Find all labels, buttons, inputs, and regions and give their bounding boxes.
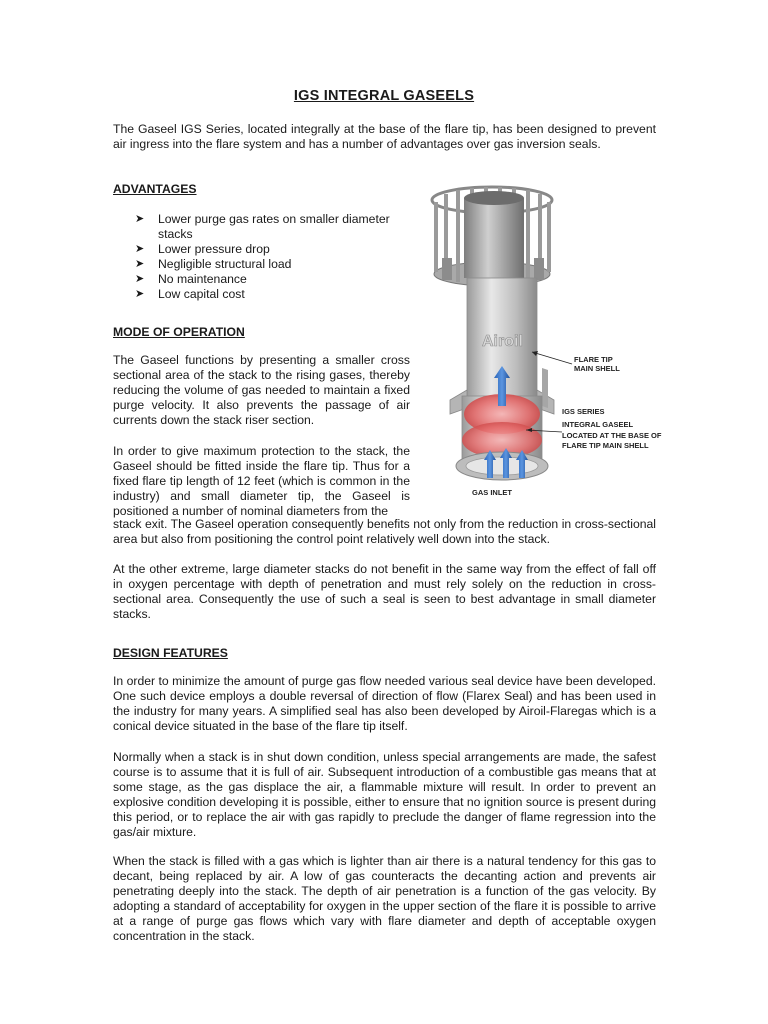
arrow-bullet-icon: ➤ <box>135 258 145 270</box>
operation-paragraph-3: At the other extreme, large diameter stacks do not benefit in the same way from the effect of fall off in oxygen percentage with depth of penetration and must rely solely on the reduction in cross-sectional area. Consequently the use of such a seal is seen to best advantage in small diameter stacks. <box>113 562 656 621</box>
arrow-bullet-icon: ➤ <box>135 243 145 255</box>
operation-paragraph-2-full: stack exit. The Gaseel operation consequently benefits not only from the reduction in cross-sectional area but also from positioning the control point relatively well down into the stack. <box>113 517 656 546</box>
label-located-at-base: LOCATED AT THE BASE OF <box>562 431 662 440</box>
list-item <box>113 257 410 272</box>
operation-paragraph-2-wrapped: In order to give maximum protection to the stack, the Gaseel should be fitted inside the flare tip. Thus for a fixed flare tip length of 12 feet (which is common in the industry) and small diameter tip, the Gaseel is positioned a number of nominal diameters from the <box>113 444 410 518</box>
page-title: IGS INTEGRAL GASEELS <box>293 88 475 104</box>
list-item-text: Lower pressure drop <box>158 242 270 256</box>
list-item-text: Negligible structural load <box>158 257 292 271</box>
list-item-text: No maintenance <box>158 272 247 286</box>
brand-logo-text: Airoil <box>482 333 523 350</box>
advantages-list <box>113 212 410 302</box>
list-item <box>113 212 410 242</box>
list-item-text: Low capital cost <box>158 287 245 301</box>
list-item <box>113 272 410 287</box>
design-paragraph-2: Normally when a stack is in shut down condition, unless special arrangements are made, the safest course is to assume that it is full of air. Subsequent introduction of a combustible gas means that at some stage, as the gas displace the air, a flammable mixture will result. In order to prevent an explosive condition developing it is possible, either to ensure that no ignition source is present during this period, or to replace the air with gas rapidly to preclude the danger of flame regression into the gas/air mixture. <box>113 750 656 839</box>
arrow-bullet-icon: ➤ <box>135 213 145 225</box>
list-item <box>113 287 410 302</box>
label-main-shell: MAIN SHELL <box>574 364 620 373</box>
design-features-heading: DESIGN FEATURES <box>113 646 228 660</box>
advantages-heading: ADVANTAGES <box>113 182 197 196</box>
arrow-bullet-icon: ➤ <box>135 288 145 300</box>
arrow-bullet-icon: ➤ <box>135 273 145 285</box>
label-igs-series: IGS SERIES <box>562 407 605 416</box>
list-item-text: Lower purge gas rates on smaller diameter stacks <box>158 212 390 241</box>
mode-of-operation-heading: MODE OF OPERATION <box>113 325 245 339</box>
list-item <box>113 242 410 257</box>
label-flare-tip-main-shell: FLARE TIP MAIN SHELL <box>562 441 649 450</box>
flare-tip-figure <box>422 178 666 508</box>
intro-paragraph: The Gaseel IGS Series, located integrally at the base of the flare tip, has been designed to prevent air ingress into the flare system and has a number of advantages over gas inversion seals. <box>113 122 656 151</box>
operation-paragraph-1: The Gaseel functions by presenting a smaller cross sectional area of the stack to the rising gases, thereby reducing the volume of gas needed to maintain a fixed purge velocity. It also prevents the passage of air currents down the stack riser section. <box>113 353 410 427</box>
label-gas-inlet: GAS INLET <box>472 488 513 497</box>
label-integral-gaseel: INTEGRAL GASEEL <box>562 420 634 429</box>
label-flare-tip: FLARE TIP <box>574 355 613 364</box>
design-paragraph-3: When the stack is filled with a gas which is lighter than air there is a natural tendency for this gas to decant, being replaced by air. A low of gas counteracts the decanting action and prevents air penetrating deeply into the stack. The depth of air penetration is a function of the gas velocity. By adopting a standard of acceptability for oxygen in the upper section of the flare it is possible to arrive at a range of purge gas flows which vary with flare diameter and depth of acceptable oxygen concentration in the stack. <box>113 854 656 943</box>
design-paragraph-1: In order to minimize the amount of purge gas flow needed various seal device have been developed. One such device employs a double reversal of direction of flow (Flarex Seal) and has been used in the industry for many years. A simplified seal has also been developed by Airoil-Flaregas which is a conical device situated in the base of the flare tip itself. <box>113 674 656 733</box>
